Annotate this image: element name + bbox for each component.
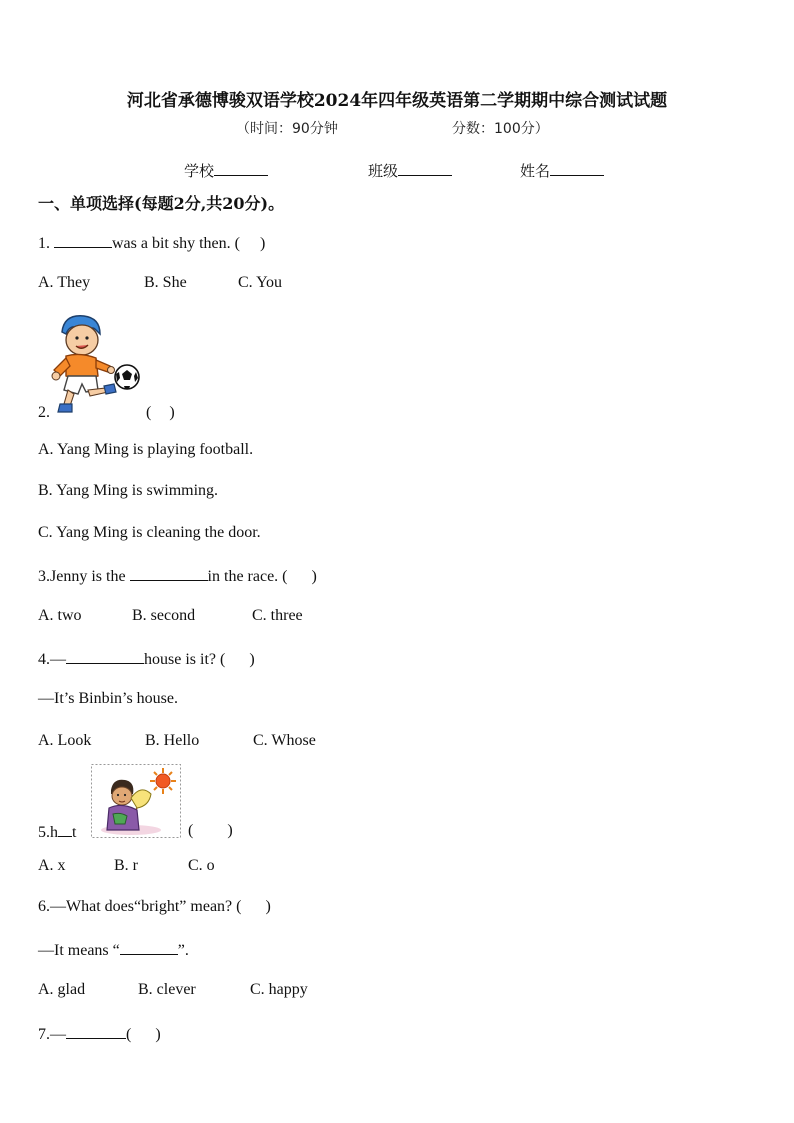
option-c[interactable]: C. o [188, 857, 215, 874]
class-label: 班级 [368, 162, 399, 180]
question-4 [38, 649, 255, 669]
exam-score: 分数：100分） [452, 121, 549, 137]
word-start: h [50, 824, 58, 841]
question-number: 3. [38, 568, 50, 585]
question-5 [38, 822, 76, 842]
question-text: Jenny is the [50, 568, 130, 585]
school-blank[interactable] [214, 162, 268, 176]
question-1 [38, 233, 265, 253]
question-text: —What does“bright” mean? ( [50, 898, 242, 915]
page-title: 河北省承德博骏双语学校2024年四年级英语第二学期期中综合测试试题 [126, 91, 668, 111]
option-a[interactable]: A. Look [38, 732, 92, 749]
question-6-reply [38, 940, 189, 960]
class-blank[interactable] [398, 162, 452, 176]
paren-close: ) [311, 568, 317, 585]
question-text: — [50, 651, 66, 668]
option-b[interactable]: B. She [144, 274, 187, 291]
school-field [184, 160, 268, 181]
boy-playing-football-image [50, 310, 144, 418]
question-number: 2. [38, 404, 50, 421]
option-c[interactable]: C. You [238, 274, 283, 291]
paren-close: ) [265, 898, 271, 915]
answer-blank[interactable] [54, 233, 112, 248]
question-text: — [50, 1026, 66, 1043]
paren-open: ( [126, 1026, 132, 1043]
question-3 [38, 566, 317, 586]
question-6 [38, 898, 271, 916]
option-c[interactable]: C. Yang Ming is cleaning the door. [38, 524, 261, 541]
section-title: 一、单项选择(每题2分,共20分)。 [38, 194, 285, 213]
option-a[interactable]: A. x [38, 857, 66, 874]
option-b[interactable]: B. clever [138, 981, 196, 998]
answer-blank[interactable] [130, 566, 208, 581]
question-5-paren [188, 822, 233, 840]
name-label: 姓名 [520, 162, 551, 180]
option-b[interactable]: B. Hello [145, 732, 200, 749]
option-c[interactable]: C. happy [250, 981, 308, 998]
option-b[interactable]: B. r [114, 857, 138, 874]
option-b[interactable]: B. Yang Ming is swimming. [38, 482, 219, 499]
hot-weather-image [91, 764, 181, 838]
exam-time: （时间：90分钟 [236, 121, 338, 137]
paren-close: ) [169, 404, 175, 421]
option-c[interactable]: C. three [252, 607, 303, 624]
class-field [368, 160, 452, 181]
option-b[interactable]: B. second [132, 607, 196, 624]
question-4-reply: —It’s Binbin’s house. [38, 690, 179, 707]
question-number: 5. [38, 824, 50, 841]
option-a[interactable]: A. Yang Ming is playing football. [38, 441, 254, 458]
option-c[interactable]: C. Whose [253, 732, 316, 749]
question-number: 6. [38, 898, 50, 915]
question-number: 7. [38, 1026, 50, 1043]
question-number: 1. [38, 235, 50, 252]
name-field [520, 160, 604, 181]
question-number: 4. [38, 651, 50, 668]
answer-blank[interactable] [120, 940, 178, 955]
reply-text: —It means “ [38, 942, 120, 959]
question-text: in the race. ( [207, 568, 288, 585]
paren-close: ) [227, 822, 233, 839]
paren-close: ) [259, 235, 266, 252]
word-end: t [72, 824, 77, 841]
option-a[interactable]: A. glad [38, 981, 86, 998]
reply-text: ”. [177, 942, 189, 959]
question-text: house is it? ( [144, 651, 226, 668]
option-a[interactable]: A. two [38, 607, 82, 624]
option-a[interactable]: A. They [38, 274, 91, 291]
name-blank[interactable] [550, 162, 604, 176]
paren-open: ( [146, 404, 152, 421]
paren-open: ( [188, 822, 194, 839]
question-text: was a bit shy then. ( [112, 235, 240, 252]
question-2 [38, 404, 50, 422]
answer-blank[interactable] [58, 822, 72, 837]
question-2-paren [146, 404, 175, 422]
answer-blank[interactable] [66, 1024, 126, 1039]
school-label: 学校 [184, 162, 215, 180]
paren-close: ) [249, 651, 255, 668]
question-7 [38, 1024, 161, 1044]
answer-blank[interactable] [66, 649, 144, 664]
paren-close: ) [155, 1026, 161, 1043]
